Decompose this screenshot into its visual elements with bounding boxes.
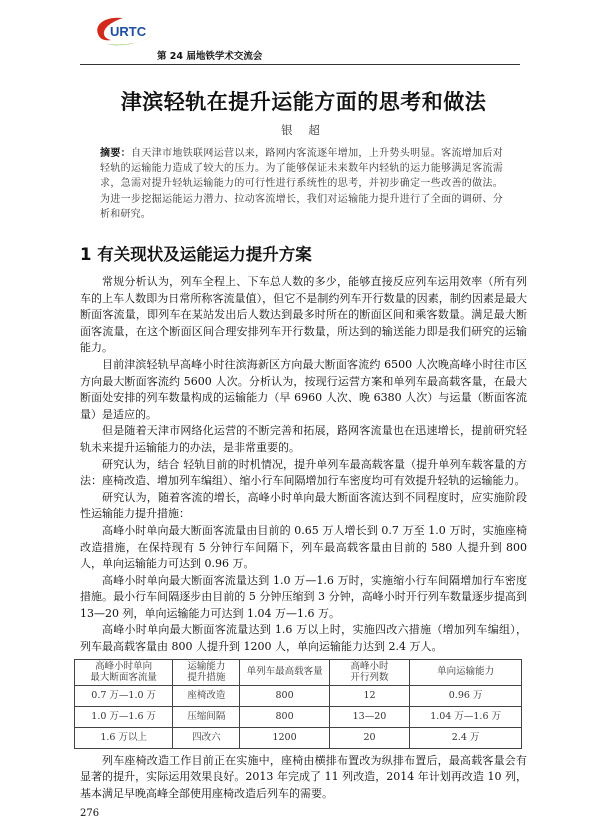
table-header-row xyxy=(75,659,522,685)
table-cell: 20 xyxy=(329,727,409,748)
table-row xyxy=(75,727,522,748)
table-cell: 0.96 万 xyxy=(410,685,522,706)
paragraph: 高峰小时单向最大断面客流量由目前的 0.65 万人增长到 0.7 万至 1.0 万时，实施座椅改造措施，在保持现有 5 分钟行车间隔下，列车最高载客量由目前的 580 人提升到 800 人，单向运输能力可达到 0.96 万。 xyxy=(80,523,527,571)
page-content xyxy=(0,88,600,836)
page-title: 津滨轻轨在提升运能方面的思考和做法 xyxy=(120,90,487,114)
table-cell: 1.6 万以上 xyxy=(75,727,173,748)
page-number: 276 xyxy=(80,808,100,820)
table-cell: 1.04 万—1.6 万 xyxy=(410,706,522,727)
svg-text:URTC: URTC xyxy=(110,24,147,39)
table-cell: 2.4 万 xyxy=(410,727,522,748)
paragraph: 高峰小时单向最大断面客流量达到 1.0 万—1.6 万时，实施缩小行车间隔增加行车密度措施。最小行车间隔逐步由目前的 5 分钟压缩到 3 分钟，高峰小时开行列车数量逐步提高到 13—20 列，单向运输能力可达到 1.04 万—1.6 万。 xyxy=(80,573,527,620)
abstract-label: 摘要： xyxy=(100,148,132,159)
paragraph: 高峰小时单向最大断面客流量达到 1.6 万以上时，实施四改六措施（增加列车编组），列车最高载客量由 800 人提升到 1200 人，单向运输能力达到 2.4 万人。 xyxy=(80,623,527,654)
table-cell: 1200 xyxy=(240,727,329,748)
table-cell: 800 xyxy=(240,706,329,727)
capacity-table xyxy=(74,659,522,749)
table-row xyxy=(75,685,522,706)
table-cell: 13—20 xyxy=(329,706,409,727)
paragraph: 常规分析认为，列车全程上、下车总人数的多少，能够直接反应列车运用效率（所有列车的上车人数即为日常所称客流量值），但它不是制约列车开行数量的因素，制约因素是最大断面客流量，即列车在某站发出后人数达到最多时所在的断面区间和乘客数量。满足最大断面客流量，在这个断面区间合理安排列车开行数量，所达到的输送能力即是我们研究的运输能力。 xyxy=(80,275,527,355)
table-cell: 四改六 xyxy=(173,727,240,748)
column-header: 高峰小时 开行列数 xyxy=(329,659,409,685)
column-header: 单向运输能力 xyxy=(410,659,522,685)
table-cell: 800 xyxy=(240,685,329,706)
section-heading: 1 有关现状及运能运力提升方案 xyxy=(80,245,312,265)
paragraph: 研究认为，随着客流的增长，高峰小时单向最大断面客流达到不同程度时，应实施阶段性运输能力提升措施： xyxy=(80,490,527,521)
closing-body xyxy=(80,753,527,803)
column-header: 运输能力 提升措施 xyxy=(173,659,240,685)
conference-name: 第 24 届地铁学术交流会 xyxy=(157,51,263,62)
column-header: 单列车最高载客量 xyxy=(240,659,329,685)
table-cell: 12 xyxy=(329,685,409,706)
table-cell: 0.7 万—1.0 万 xyxy=(75,685,173,706)
paragraph: 目前津滨轻轨早高峰小时往滨海新区方向最大断面客流约 6500 人次晚高峰小时往市区方向最大断面客流约 5600 人次。分析认为，按现行运营方案和单列车最高载客量，在最大断面处安排的列车数量构成的运输能力（早 6960 人次、晚 6380 人次）与运量（断面客流量）是适应的。 xyxy=(80,357,527,421)
table-cell: 1.0 万—1.6 万 xyxy=(75,706,173,727)
header-rule xyxy=(80,64,520,65)
table-cell: 压缩间隔 xyxy=(173,706,240,727)
abstract xyxy=(100,146,503,222)
section-body xyxy=(80,274,527,656)
table-row xyxy=(75,706,522,727)
column-header: 高峰小时单向 最大断面客流量 xyxy=(75,659,173,685)
paragraph: 列车座椅改造工作目前正在实施中，座椅由横排布置改为纵排布置后，最高载客量会有显著的提升，实际运用效果良好。2013 年完成了 11 列改造，2014 年计划再改造 10 列，基本满足早晚高峰全部使用座椅改造后列车的需要。 xyxy=(80,753,527,800)
abstract-text: 自天津市地铁联网运营以来，路网内客流逐年增加，上升势头明显。客流增加后对轻轨的运输能力造成了较大的压力。为了能够保证未来数年内轻轨的运力能够满足客流需求，急需对提升轻轨运输能力的可行性进行系统性的思考，并初步确定一些改善的做法。为进一步挖掘运能运力潜力、拉动客流增长，我们对运输能力提升进行了全面的调研、分析和研究。 xyxy=(100,148,503,220)
paragraph: 研究认为，结合 轻轨目前的时机情况，提升单列车最高载客量（提升单列车载客量的方法：座椅改造、增加列车编组）、缩小行车间隔增加行车密度均可有效提升轻轨的运输能力。 xyxy=(80,457,527,488)
page-header xyxy=(0,0,600,66)
paragraph: 但是随着天津市网络化运营的不断完善和拓展，路网客流量也在迅速增长，提前研究轻轨未来提升运输能力的办法，是非常重要的。 xyxy=(80,424,527,454)
urtc-logo xyxy=(93,14,163,50)
author: 银 超 xyxy=(281,123,326,137)
table-cell: 座椅改造 xyxy=(173,685,240,706)
